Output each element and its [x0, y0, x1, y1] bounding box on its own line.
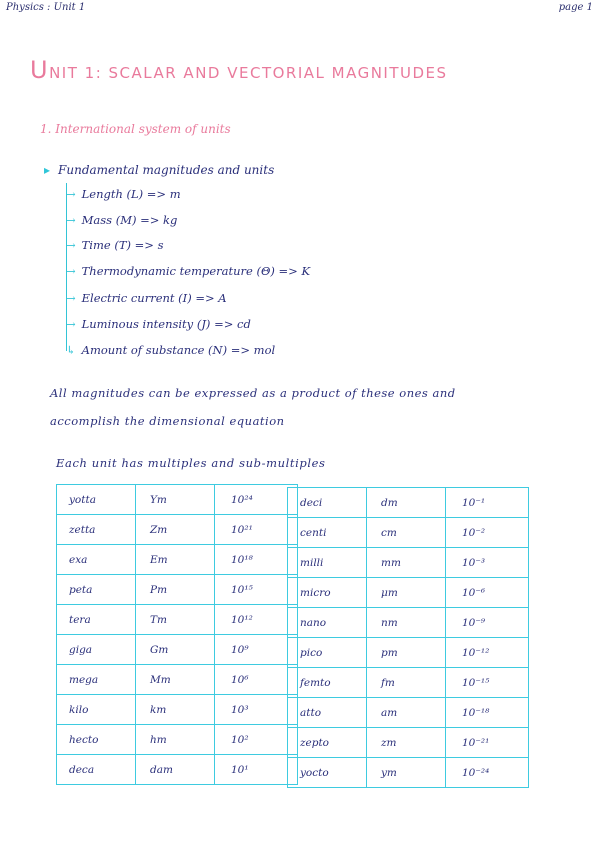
prefix-name-cell: tera: [57, 605, 136, 635]
header-subject: Physics : Unit 1: [6, 2, 86, 13]
prefix-power-cell: 10¹⁸: [215, 545, 298, 575]
prefix-name-cell: deci: [288, 488, 367, 518]
prefix-symbol-cell: km: [136, 695, 215, 725]
prefix-symbol-cell: hm: [136, 725, 215, 755]
table-row: [57, 695, 298, 725]
prefix-power-cell: 10⁻⁹: [446, 608, 529, 638]
fundamental-item-text: Electric current (I) => A: [81, 291, 227, 305]
prefix-power-cell: 10⁻³: [446, 548, 529, 578]
prefix-name-cell: peta: [57, 575, 136, 605]
table-row: [57, 485, 298, 515]
bullet-icon: ▸: [44, 163, 51, 177]
prefix-symbol-cell: mm: [367, 548, 446, 578]
prefix-symbol-cell: cm: [367, 518, 446, 548]
prefix-power-cell: 10²⁴: [215, 485, 298, 515]
prefix-name-cell: nano: [288, 608, 367, 638]
table-row: [288, 728, 529, 758]
submultiples-table: [287, 487, 529, 788]
paragraph-line-2: accomplish the dimensional equation: [50, 414, 285, 428]
prefix-name-cell: hecto: [57, 725, 136, 755]
prefix-name-cell: micro: [288, 578, 367, 608]
arrow-icon: →: [66, 238, 76, 252]
prefix-symbol-cell: Em: [136, 545, 215, 575]
fundamental-item-text: Mass (M) => kg: [81, 213, 178, 227]
prefix-name-cell: giga: [57, 635, 136, 665]
fundamental-item-text: Luminous intensity (J) => cd: [81, 317, 251, 331]
fundamental-item: [66, 238, 163, 252]
fundamental-heading: [44, 163, 274, 177]
prefix-power-cell: 10⁶: [215, 665, 298, 695]
prefix-symbol-cell: zm: [367, 728, 446, 758]
prefix-name-cell: exa: [57, 545, 136, 575]
table-row: [57, 665, 298, 695]
prefix-symbol-cell: Zm: [136, 515, 215, 545]
prefix-name-cell: atto: [288, 698, 367, 728]
prefix-symbol-cell: ym: [367, 758, 446, 788]
prefix-symbol-cell: dm: [367, 488, 446, 518]
prefix-name-cell: kilo: [57, 695, 136, 725]
prefix-power-cell: 10⁻²¹: [446, 728, 529, 758]
unit-title-initial: U: [30, 56, 50, 84]
section-heading: 1. International system of units: [40, 122, 231, 136]
table-row: [288, 488, 529, 518]
prefix-power-cell: 10⁻²⁴: [446, 758, 529, 788]
table-row: [288, 548, 529, 578]
prefix-symbol-cell: fm: [367, 668, 446, 698]
arrow-icon: →: [66, 291, 76, 305]
multiples-table: [56, 484, 298, 785]
table-row: [57, 755, 298, 785]
table-row: [288, 638, 529, 668]
fundamental-item: [66, 317, 251, 331]
prefix-name-cell: pico: [288, 638, 367, 668]
arrow-icon: →: [66, 213, 76, 227]
prefix-name-cell: deca: [57, 755, 136, 785]
fundamental-heading-text: Fundamental magnitudes and units: [58, 163, 275, 177]
fundamental-item: [66, 187, 181, 201]
prefix-symbol-cell: Tm: [136, 605, 215, 635]
fundamental-item-text: Time (T) => s: [81, 238, 164, 252]
prefix-power-cell: 10³: [215, 695, 298, 725]
prefix-symbol-cell: dam: [136, 755, 215, 785]
table-row: [288, 668, 529, 698]
unit-title-text: NIT 1: SCALAR AND VECTORIAL MAGNITUDES: [49, 64, 448, 82]
table-row: [57, 575, 298, 605]
arrow-icon: →: [66, 264, 76, 278]
prefix-symbol-cell: nm: [367, 608, 446, 638]
prefix-power-cell: 10⁻¹: [446, 488, 529, 518]
prefix-symbol-cell: pm: [367, 638, 446, 668]
prefix-power-cell: 10¹: [215, 755, 298, 785]
prefix-power-cell: 10⁻²: [446, 518, 529, 548]
table-row: [57, 635, 298, 665]
table-row: [57, 545, 298, 575]
header-page-number: page 1: [558, 2, 593, 13]
table-row: [288, 608, 529, 638]
prefix-symbol-cell: am: [367, 698, 446, 728]
fundamental-item-text: Amount of substance (N) => mol: [81, 343, 276, 357]
table-row: [288, 518, 529, 548]
prefix-name-cell: milli: [288, 548, 367, 578]
fundamental-item: [66, 291, 227, 305]
fundamental-item: [66, 213, 177, 227]
prefix-symbol-cell: Pm: [136, 575, 215, 605]
prefix-symbol-cell: Gm: [136, 635, 215, 665]
prefix-name-cell: femto: [288, 668, 367, 698]
table-row: [288, 758, 529, 788]
prefix-symbol-cell: Mm: [136, 665, 215, 695]
prefix-power-cell: 10⁻¹²: [446, 638, 529, 668]
paragraph-line-1: All magnitudes can be expressed as a product of these ones and: [50, 386, 456, 400]
table-row: [288, 578, 529, 608]
table-row: [288, 698, 529, 728]
arrow-icon: →: [66, 317, 76, 331]
prefix-name-cell: centi: [288, 518, 367, 548]
prefix-power-cell: 10²: [215, 725, 298, 755]
prefix-name-cell: zetta: [57, 515, 136, 545]
prefix-symbol-cell: Ym: [136, 485, 215, 515]
table-row: [57, 605, 298, 635]
fundamental-item: [66, 264, 310, 278]
unit-title: [30, 56, 500, 84]
prefix-power-cell: 10⁻¹⁸: [446, 698, 529, 728]
prefix-power-cell: 10¹⁵: [215, 575, 298, 605]
prefix-name-cell: yocto: [288, 758, 367, 788]
fundamental-item: [66, 343, 275, 357]
prefix-symbol-cell: μm: [367, 578, 446, 608]
prefix-power-cell: 10⁹: [215, 635, 298, 665]
prefix-name-cell: mega: [57, 665, 136, 695]
prefix-name-cell: zepto: [288, 728, 367, 758]
fundamental-item-text: Thermodynamic temperature (Θ) => K: [81, 264, 311, 278]
table-row: [57, 725, 298, 755]
arrow-icon: →: [66, 187, 76, 201]
multiples-intro: Each unit has multiples and sub-multiples: [56, 456, 326, 470]
prefix-name-cell: yotta: [57, 485, 136, 515]
prefix-power-cell: 10¹²: [215, 605, 298, 635]
prefix-power-cell: 10⁻¹⁵: [446, 668, 529, 698]
table-row: [57, 515, 298, 545]
prefix-power-cell: 10²¹: [215, 515, 298, 545]
arrow-icon: ↳: [66, 343, 76, 357]
prefix-power-cell: 10⁻⁶: [446, 578, 529, 608]
fundamental-item-text: Length (L) => m: [81, 187, 181, 201]
